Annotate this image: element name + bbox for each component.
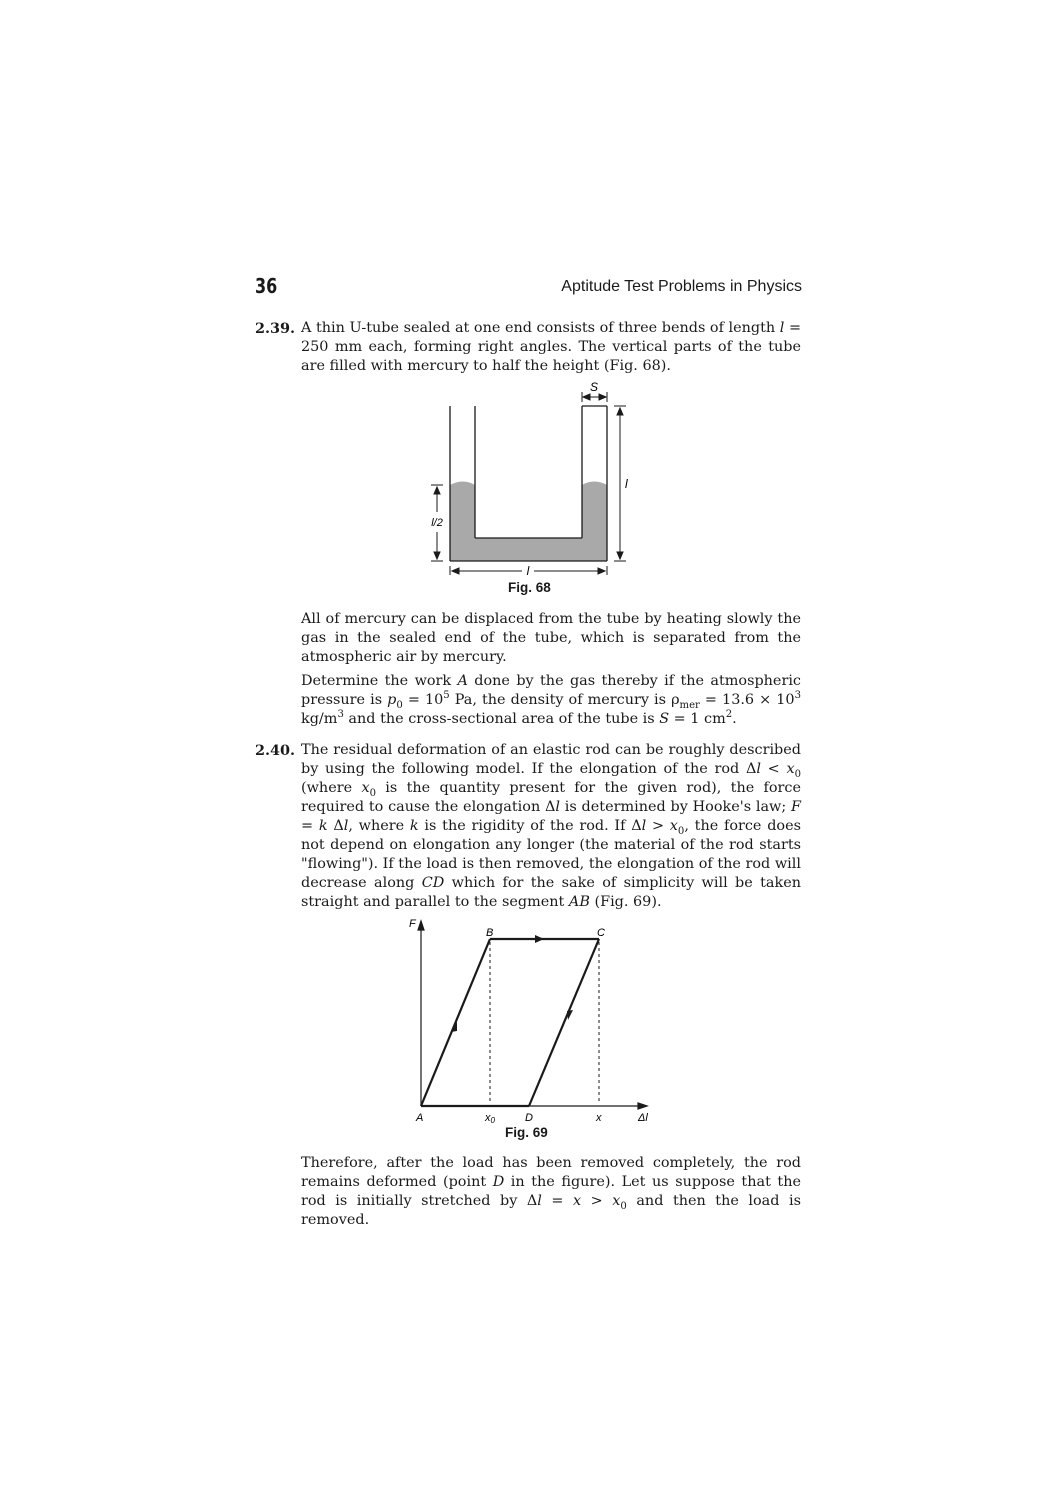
- problem-question: Determine the work A done by the gas thereby if the atmospheric pressure is $p_0 = 10^5$ Pa, the density of mercury is $\rho_{mer} = 13.6 \times 10^3$ $kg/m^3$ and the cross-sectional area of the tube is S = 1 $cm^2$.: [301, 673, 801, 727]
- label-s: S: [589, 380, 599, 394]
- page-number: 36: [255, 274, 278, 298]
- problem-number: 2.40.: [255, 742, 296, 759]
- figure-68-u-tube: [0, 0, 1060, 620]
- problem-intro: A thin U-tube sealed at one end consists of three bends of length l = 250 mm each, forming right angles. The vertical parts of the tube are filled with mercury to half the height (Fig. 68).: [301, 320, 801, 374]
- label-l-right: l: [625, 477, 628, 491]
- axes: [418, 921, 647, 1109]
- problem-text: [301, 741, 801, 912]
- problem-text-2: [301, 1154, 801, 1230]
- problem-question: Therefore, after the load has been removed completely, the rod remains deformed (point D in the figure). Let us suppose that the rod is initially stretched by $\Delta l = x > x_0$ and then the load is removed.: [301, 1155, 801, 1228]
- direction-arrows: [451, 935, 573, 1032]
- point-label-b: B: [486, 927, 494, 939]
- mercury-fill: [450, 482, 607, 562]
- figure-68-caption: Fig. 68: [508, 580, 551, 595]
- figure-69-caption: Fig. 69: [505, 1125, 548, 1140]
- problem-intro: The residual deformation of an elastic rod can be roughly described by using the following model. If the elongation of the rod $\Delta l < x_0$ (where $x_0$ is the quantity present for the given rod), the force required to cause the elongation Δl is determined by Hooke's law; F = k Δl, where k is the rigidity of the rod. If $\Delta l > x_0$, the force does not depend on elongation any longer (the material of the rod starts "flowing"). If the load is then removed, the elongation of the rod will decrease along CD which for the sake of simplicity will be taken straight and parallel to the segment AB (Fig. 69).: [301, 742, 802, 910]
- tick-label-x: x: [596, 1112, 602, 1124]
- axis-label-delta-l: Δl: [638, 1112, 648, 1124]
- problem-text-3: [301, 672, 801, 729]
- problem-number: 2.39.: [255, 320, 296, 337]
- point-label-a: A: [416, 1112, 424, 1124]
- point-label-d: D: [525, 1112, 533, 1124]
- axis-label-f: F: [409, 918, 416, 930]
- tick-label-x0: x0: [485, 1112, 495, 1125]
- point-label-c: C: [597, 927, 605, 939]
- label-l-bottom: l: [526, 564, 530, 578]
- running-title: Aptitude Test Problems in Physics: [561, 278, 802, 295]
- figure-69-force-elongation: [0, 900, 1060, 1130]
- loading-cycle: [421, 939, 599, 1106]
- label-half: l/2: [431, 517, 443, 529]
- problem-text-2: All of mercury can be displaced from the tube by heating slowly the gas in the sealed end of the tube, which is separated from the atmospheric air by mercury.: [301, 611, 801, 665]
- dashed-guides: [490, 942, 599, 1104]
